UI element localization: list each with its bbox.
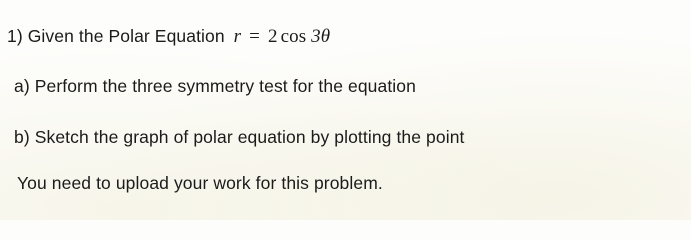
polar-equation bbox=[234, 26, 330, 47]
equation-argument: 3θ bbox=[311, 26, 331, 47]
part-b-text: b) Sketch the graph of polar equation by plotting the point bbox=[14, 127, 465, 147]
equation-coefficient: 2 bbox=[268, 26, 278, 47]
equation-lhs: r bbox=[233, 26, 242, 47]
equation-function: cos bbox=[280, 26, 307, 47]
upload-note: You need to upload your work for this problem. bbox=[17, 173, 383, 193]
question-heading-text: 1) Given the Polar Equation bbox=[7, 26, 225, 46]
equation-equals: = bbox=[249, 26, 260, 47]
question-heading bbox=[7, 26, 330, 48]
part-a-text: a) Perform the three symmetry test for the equation bbox=[14, 76, 416, 96]
